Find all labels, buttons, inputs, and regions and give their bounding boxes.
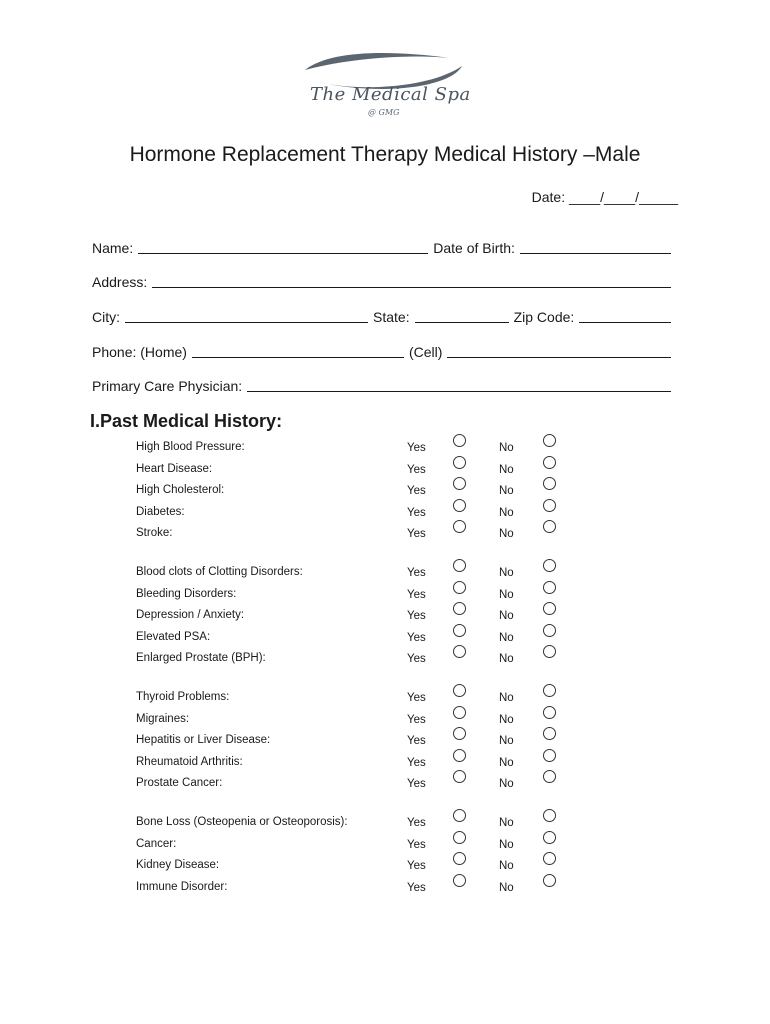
yes-radio[interactable] [453,499,466,512]
yes-radio[interactable] [453,477,466,490]
condition-label: Cancer: [136,837,177,850]
pcp-input-line[interactable] [247,377,671,392]
condition-label: Rheumatoid Arthritis: [136,755,243,768]
yes-label: Yes [407,713,426,726]
address-row [92,270,676,290]
condition-label: Prostate Cancer: [136,777,223,789]
pcp-row [92,374,676,394]
section-title: I.Past Medical History: [90,411,283,431]
yes-radio[interactable] [453,727,466,740]
no-radio[interactable] [543,706,556,719]
no-radio[interactable] [543,559,556,572]
yes-radio[interactable] [453,852,466,865]
medical-history-item [136,584,566,604]
no-radio[interactable] [543,456,556,469]
condition-label: Migraines: [136,712,190,725]
condition-label: Elevated PSA: [136,630,211,643]
yes-label: Yes [407,588,426,601]
no-label: No [499,838,514,851]
state-input-line[interactable] [415,308,509,323]
yes-label: Yes [407,735,426,747]
yes-label: Yes [407,817,426,829]
medical-history-item [136,877,566,897]
no-label: No [499,567,514,579]
yes-label: Yes [407,653,426,665]
no-radio[interactable] [543,581,556,594]
medical-history-item [136,687,566,707]
medical-history-item [136,627,566,647]
condition-label: High Blood Pressure: [136,441,245,453]
medical-history-item [136,773,566,793]
phone-cell-input-line[interactable] [447,343,671,358]
no-label: No [499,778,514,790]
no-radio[interactable] [543,831,556,844]
no-radio[interactable] [543,520,556,533]
yes-radio[interactable] [453,559,466,572]
medical-history-item [136,459,566,479]
yes-label: Yes [407,778,426,790]
no-label: No [499,610,514,622]
yes-radio[interactable] [453,749,466,762]
zip-label: Zip Code: [513,309,575,325]
no-radio[interactable] [543,645,556,658]
medical-history-item [136,480,566,500]
medical-history-item [136,562,566,582]
yes-label: Yes [407,881,426,894]
spa-logo [300,48,470,123]
yes-label: Yes [407,567,426,579]
yes-radio[interactable] [453,645,466,658]
no-radio[interactable] [543,499,556,512]
medical-history-item [136,709,566,729]
medical-history-item [136,730,566,750]
yes-radio[interactable] [453,874,466,887]
city-row [92,305,676,325]
no-label: No [499,528,514,540]
yes-radio[interactable] [453,581,466,594]
name-row [92,236,676,256]
no-label: No [499,735,514,747]
yes-radio[interactable] [453,831,466,844]
no-label: No [499,881,514,894]
medical-history-item [136,605,566,625]
state-label: State: [373,309,410,325]
address-label: Address: [92,274,148,290]
medical-history-item [136,855,566,875]
condition-label: Heart Disease: [136,462,213,475]
date-field[interactable] [532,189,678,205]
yes-label: Yes [407,610,426,622]
no-label: No [499,588,514,601]
condition-label: Kidney Disease: [136,859,220,871]
medical-history-item [136,523,566,543]
no-label: No [499,442,514,454]
no-label: No [499,817,514,829]
no-radio[interactable] [543,684,556,697]
yes-label: Yes [407,442,426,454]
no-radio[interactable] [543,727,556,740]
yes-label: Yes [407,692,426,704]
condition-label: Blood clots of Clotting Disorders: [136,566,303,578]
condition-label: Thyroid Problems: [136,691,230,703]
zip-input-line[interactable] [579,308,671,323]
yes-radio[interactable] [453,520,466,533]
yes-radio[interactable] [453,434,466,447]
medical-history-item [136,752,566,772]
no-label: No [499,860,514,872]
phone-row [92,340,676,360]
logo-text: The Medical Spa [310,84,471,105]
no-radio[interactable] [543,809,556,822]
no-label: No [499,506,514,519]
yes-label: Yes [407,860,426,872]
yes-radio[interactable] [453,809,466,822]
yes-radio[interactable] [453,456,466,469]
condition-label: Enlarged Prostate (BPH): [136,652,266,664]
city-label: City: [92,309,120,325]
yes-label: Yes [407,528,426,540]
no-label: No [499,713,514,726]
pcp-label: Primary Care Physician: [92,378,243,394]
no-label: No [499,631,514,644]
no-radio[interactable] [543,749,556,762]
no-radio[interactable] [543,602,556,615]
phone-home-label: Phone: (Home) [92,344,187,360]
condition-label: Diabetes: [136,505,185,518]
no-label: No [499,485,514,497]
no-label: No [499,756,514,769]
date-label: Date: [531,189,566,205]
medical-history-item [136,812,566,832]
medical-history-item [136,648,566,668]
phone-cell-label: (Cell) [408,344,443,360]
yes-radio[interactable] [453,684,466,697]
condition-label: Depression / Anxiety: [136,609,245,621]
yes-radio[interactable] [453,770,466,783]
condition-label: Bone Loss (Osteopenia or Osteoporosis): [136,816,348,828]
dob-input-line[interactable] [520,239,671,254]
yes-radio[interactable] [453,706,466,719]
dob-label: Date of Birth: [433,240,515,256]
city-input-line[interactable] [125,308,368,323]
no-label: No [499,692,514,704]
condition-label: Hepatitis or Liver Disease: [136,734,271,746]
name-input-line[interactable] [138,239,428,254]
no-radio[interactable] [543,624,556,637]
no-radio[interactable] [543,434,556,447]
medical-history-item [136,834,566,854]
yes-label: Yes [407,838,426,851]
condition-label: Stroke: [136,527,173,539]
yes-radio[interactable] [453,624,466,637]
name-label: Name: [92,240,134,256]
no-label: No [499,653,514,665]
date-blank: ____/____/_____ [569,189,678,205]
yes-radio[interactable] [453,602,466,615]
phone-home-input-line[interactable] [192,343,404,358]
logo-subtext: @ GMG [368,108,400,117]
medical-history-item [136,502,566,522]
yes-label: Yes [407,463,426,476]
medical-history-item [136,437,566,457]
no-radio[interactable] [543,477,556,490]
no-radio[interactable] [543,874,556,887]
yes-label: Yes [407,485,426,497]
address-input-line[interactable] [152,273,671,288]
condition-label: Immune Disorder: [136,880,228,893]
no-label: No [499,463,514,476]
no-radio[interactable] [543,852,556,865]
form-title: Hormone Replacement Therapy Medical History –Male [129,143,641,166]
condition-label: Bleeding Disorders: [136,587,237,600]
yes-label: Yes [407,631,426,644]
yes-label: Yes [407,506,426,519]
yes-label: Yes [407,756,426,769]
no-radio[interactable] [543,770,556,783]
condition-label: High Cholesterol: [136,484,225,496]
